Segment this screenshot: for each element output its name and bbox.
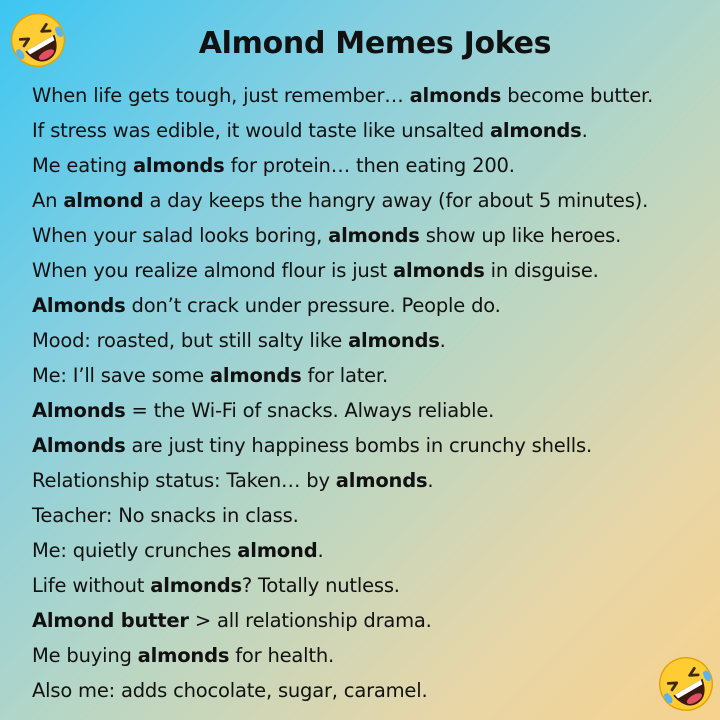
joke-text: Life without bbox=[32, 574, 151, 597]
joke-highlight: almonds bbox=[209, 364, 302, 387]
joke-text: Me: quietly crunches bbox=[32, 539, 238, 562]
joke-line bbox=[32, 185, 712, 220]
joke-highlight: almonds bbox=[335, 469, 428, 492]
joke-highlight: almond bbox=[237, 539, 318, 562]
joke-text: ? Totally nutless. bbox=[241, 574, 400, 597]
joke-highlight: almonds bbox=[409, 84, 502, 107]
joke-line bbox=[32, 605, 712, 640]
joke-text: for later. bbox=[301, 364, 388, 387]
joke-highlight: Almonds bbox=[32, 434, 126, 457]
joke-text: for protein… then eating 200. bbox=[224, 154, 515, 177]
joke-highlight: almonds bbox=[348, 329, 440, 352]
page-title: Almond Memes Jokes bbox=[198, 26, 552, 61]
joke-highlight: Almonds bbox=[32, 399, 126, 422]
joke-line bbox=[32, 255, 712, 290]
joke-text: . bbox=[427, 469, 434, 492]
joke-text: Me buying bbox=[32, 644, 138, 667]
joke-text: An bbox=[32, 189, 64, 212]
joke-line bbox=[32, 500, 712, 535]
joke-text: Also me: adds chocolate, sugar, caramel. bbox=[32, 679, 428, 702]
joke-text: Relationship status: Taken… by bbox=[32, 469, 336, 492]
joke-highlight: almonds bbox=[132, 154, 225, 177]
joke-line bbox=[32, 220, 712, 255]
joke-text: don’t crack under pressure. People do. bbox=[125, 294, 501, 317]
joke-line bbox=[32, 290, 712, 325]
joke-highlight: almonds bbox=[489, 119, 582, 142]
jokes-list bbox=[32, 80, 712, 710]
rolling-laughing-emoji-icon bbox=[656, 654, 716, 714]
joke-text: in disguise. bbox=[484, 259, 599, 282]
joke-text: Teacher: No snacks in class. bbox=[32, 504, 299, 527]
joke-text: When you realize almond flour is just bbox=[32, 259, 393, 282]
joke-text: are just tiny happiness bombs in crunchy shells. bbox=[125, 434, 592, 457]
joke-line bbox=[32, 465, 712, 500]
joke-text: become butter. bbox=[501, 84, 654, 107]
joke-text: = the Wi-Fi of snacks. Always reliable. bbox=[125, 399, 495, 422]
joke-highlight: almonds bbox=[150, 574, 242, 597]
joke-line bbox=[32, 360, 712, 395]
joke-line bbox=[32, 115, 712, 150]
joke-highlight: Almond butter bbox=[32, 609, 189, 632]
joke-highlight: almond bbox=[63, 189, 144, 212]
joke-highlight: almonds bbox=[328, 224, 420, 247]
joke-highlight: almonds bbox=[137, 644, 230, 667]
joke-text: When life gets tough, just remember… bbox=[32, 84, 410, 107]
joke-text: If stress was edible, it would taste like unsalted bbox=[32, 119, 490, 142]
joke-text: . bbox=[317, 539, 324, 562]
joke-highlight: almonds bbox=[393, 259, 485, 282]
joke-text: a day keeps the hangry away (for about 5 minutes). bbox=[143, 189, 649, 212]
joke-text: Me eating bbox=[32, 154, 133, 177]
joke-line bbox=[32, 535, 712, 570]
joke-line bbox=[32, 430, 712, 465]
joke-text: . bbox=[581, 119, 588, 142]
joke-highlight: Almonds bbox=[32, 294, 126, 317]
joke-line bbox=[32, 570, 712, 605]
joke-line bbox=[32, 150, 712, 185]
joke-text: show up like heroes. bbox=[419, 224, 622, 247]
joke-text: > all relationship drama. bbox=[188, 609, 432, 632]
joke-text: Mood: roasted, but still salty like bbox=[32, 329, 349, 352]
joke-line bbox=[32, 640, 712, 675]
joke-line bbox=[32, 675, 712, 710]
joke-text: Me: I’ll save some bbox=[32, 364, 210, 387]
joke-line bbox=[32, 80, 712, 115]
joke-text: . bbox=[439, 329, 446, 352]
joke-text: When your salad looks boring, bbox=[32, 224, 329, 247]
joke-line bbox=[32, 395, 712, 430]
joke-line bbox=[32, 325, 712, 360]
joke-text: for health. bbox=[229, 644, 335, 667]
